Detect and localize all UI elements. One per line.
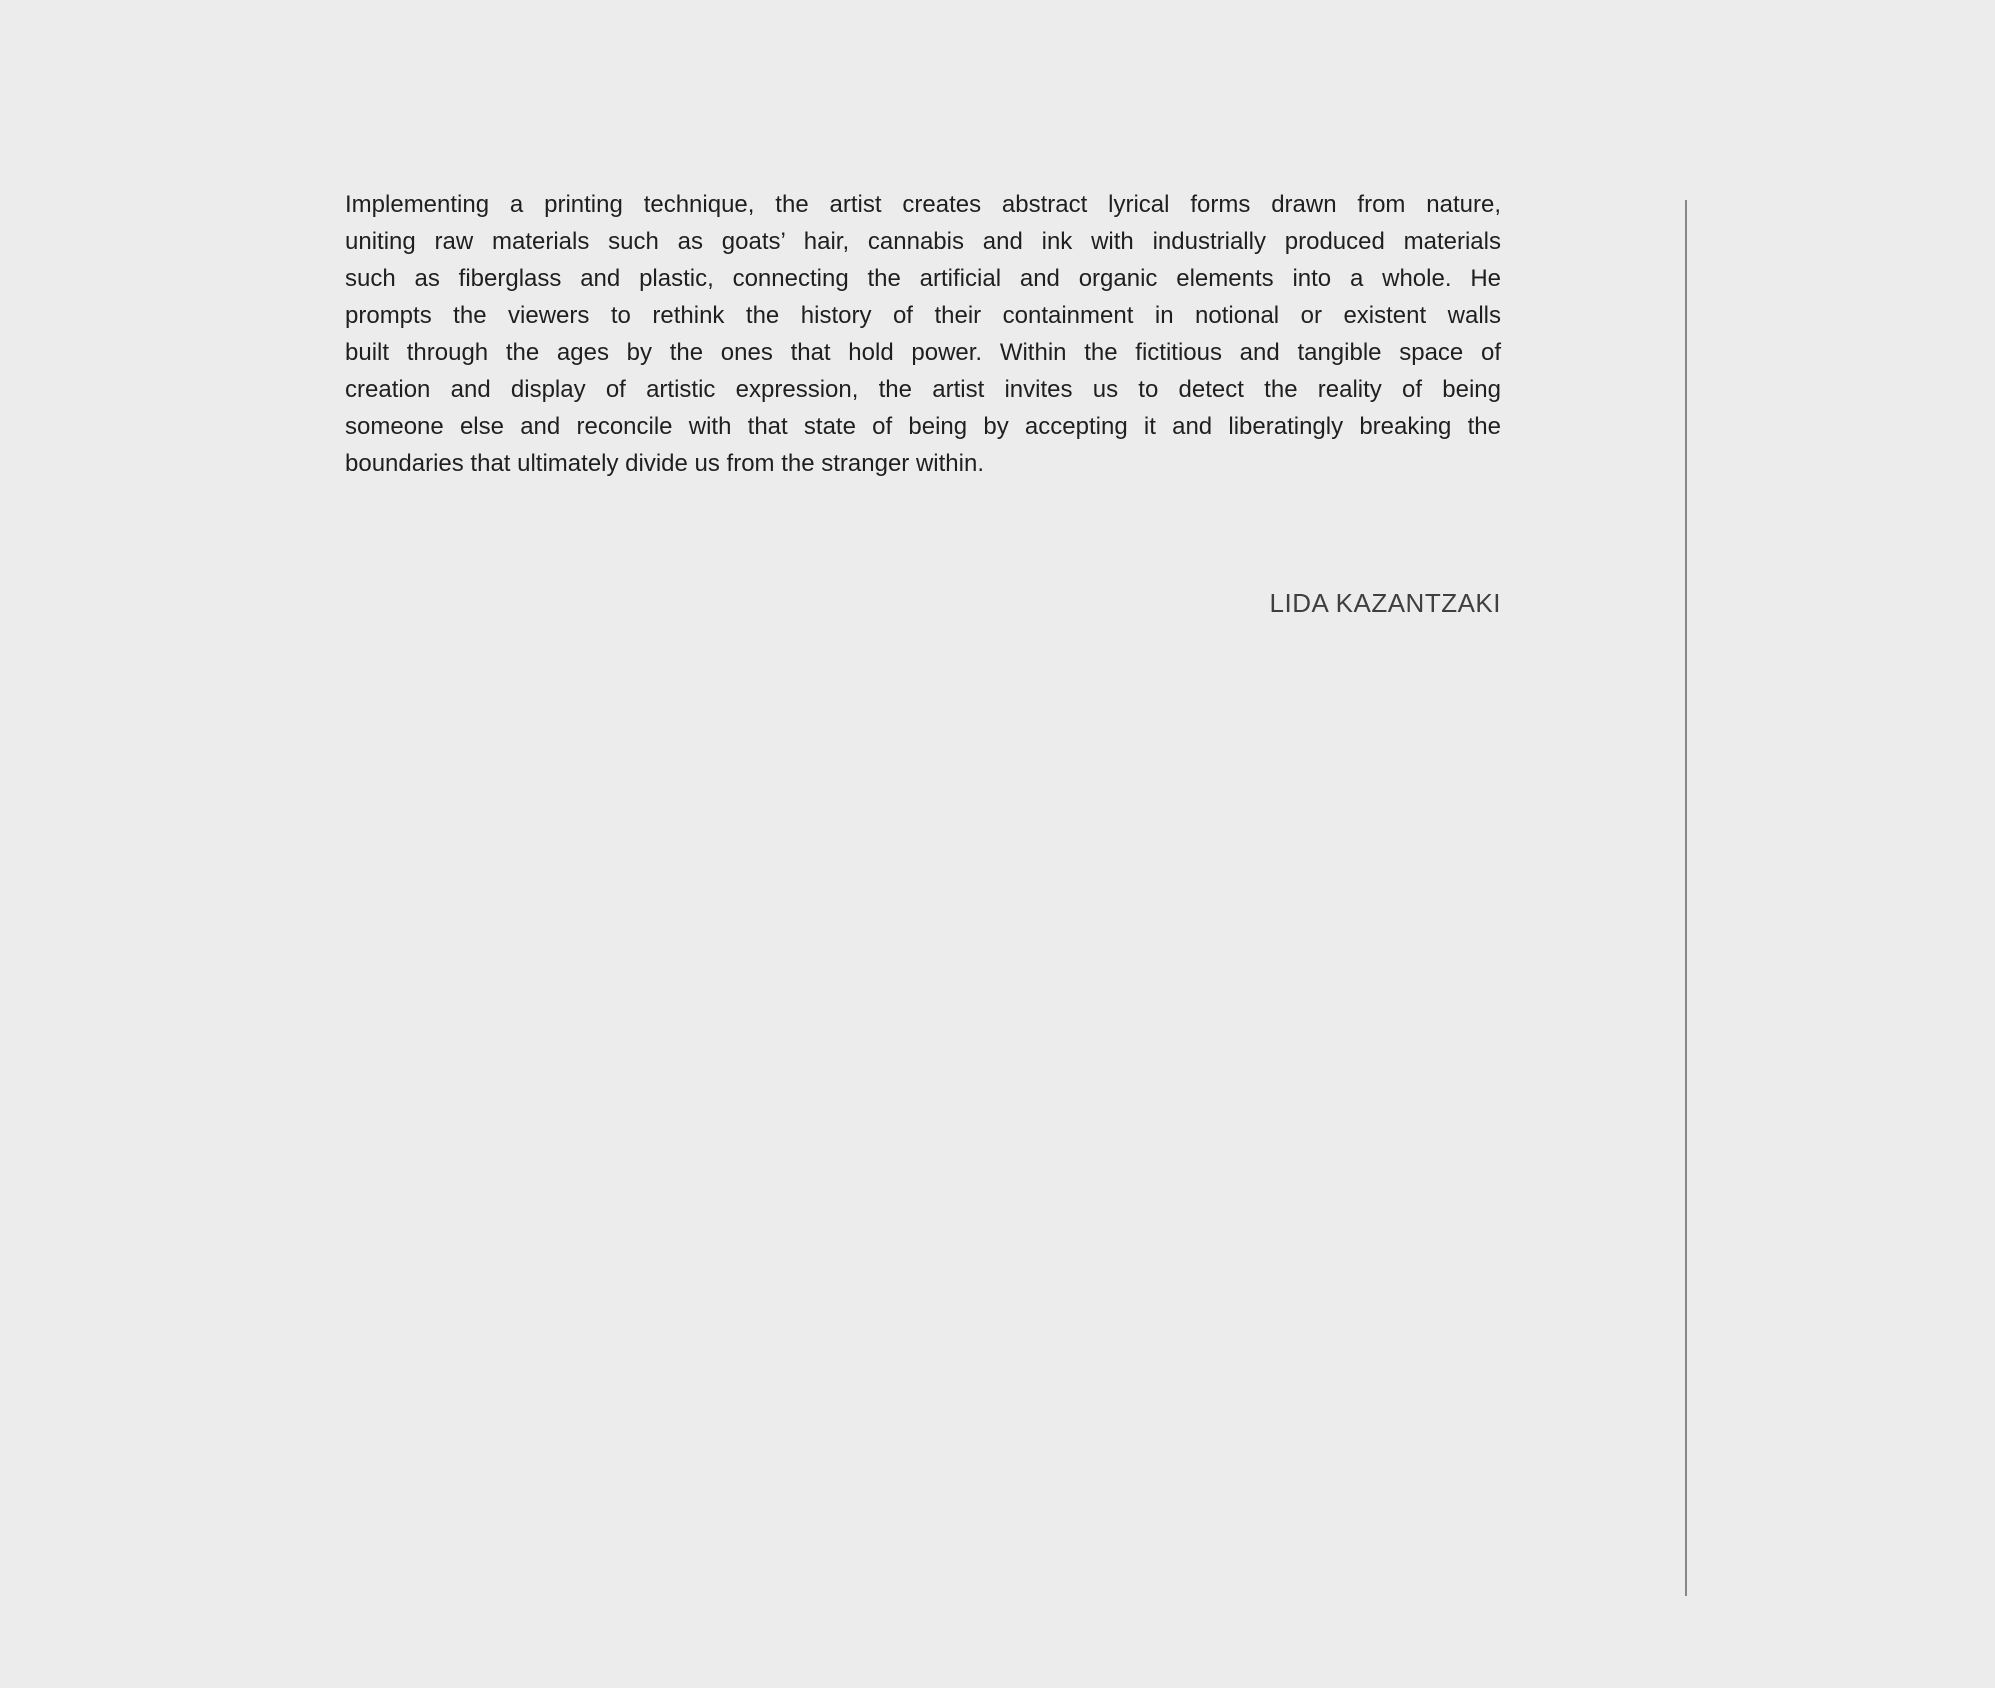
body-text-line: built through the ages by the ones that hold power. Within the fictitious and tangible space of [345,339,1501,366]
body-text-line: uniting raw materials such as goats’ hair, cannabis and ink with industrially produced materials [345,228,1501,255]
body-text-line: someone else and reconcile with that state of being by accepting it and liberatingly breaking the [345,413,1501,440]
body-paragraph [345,186,1501,482]
author-signature: LIDA KAZANTZAKI [1269,588,1501,618]
body-text-line: Implementing a printing technique, the artist creates abstract lyrical forms drawn from nature, [345,191,1501,218]
vertical-divider-line [1685,200,1687,1596]
body-text-line: creation and display of artistic expression, the artist invites us to detect the reality of being [345,376,1501,403]
body-text-line: such as fiberglass and plastic, connecting the artificial and organic elements into a whole. He [345,265,1501,292]
body-text-line: boundaries that ultimately divide us from the stranger within. [345,450,984,477]
body-text-line: prompts the viewers to rethink the history of their containment in notional or existent walls [345,302,1501,329]
